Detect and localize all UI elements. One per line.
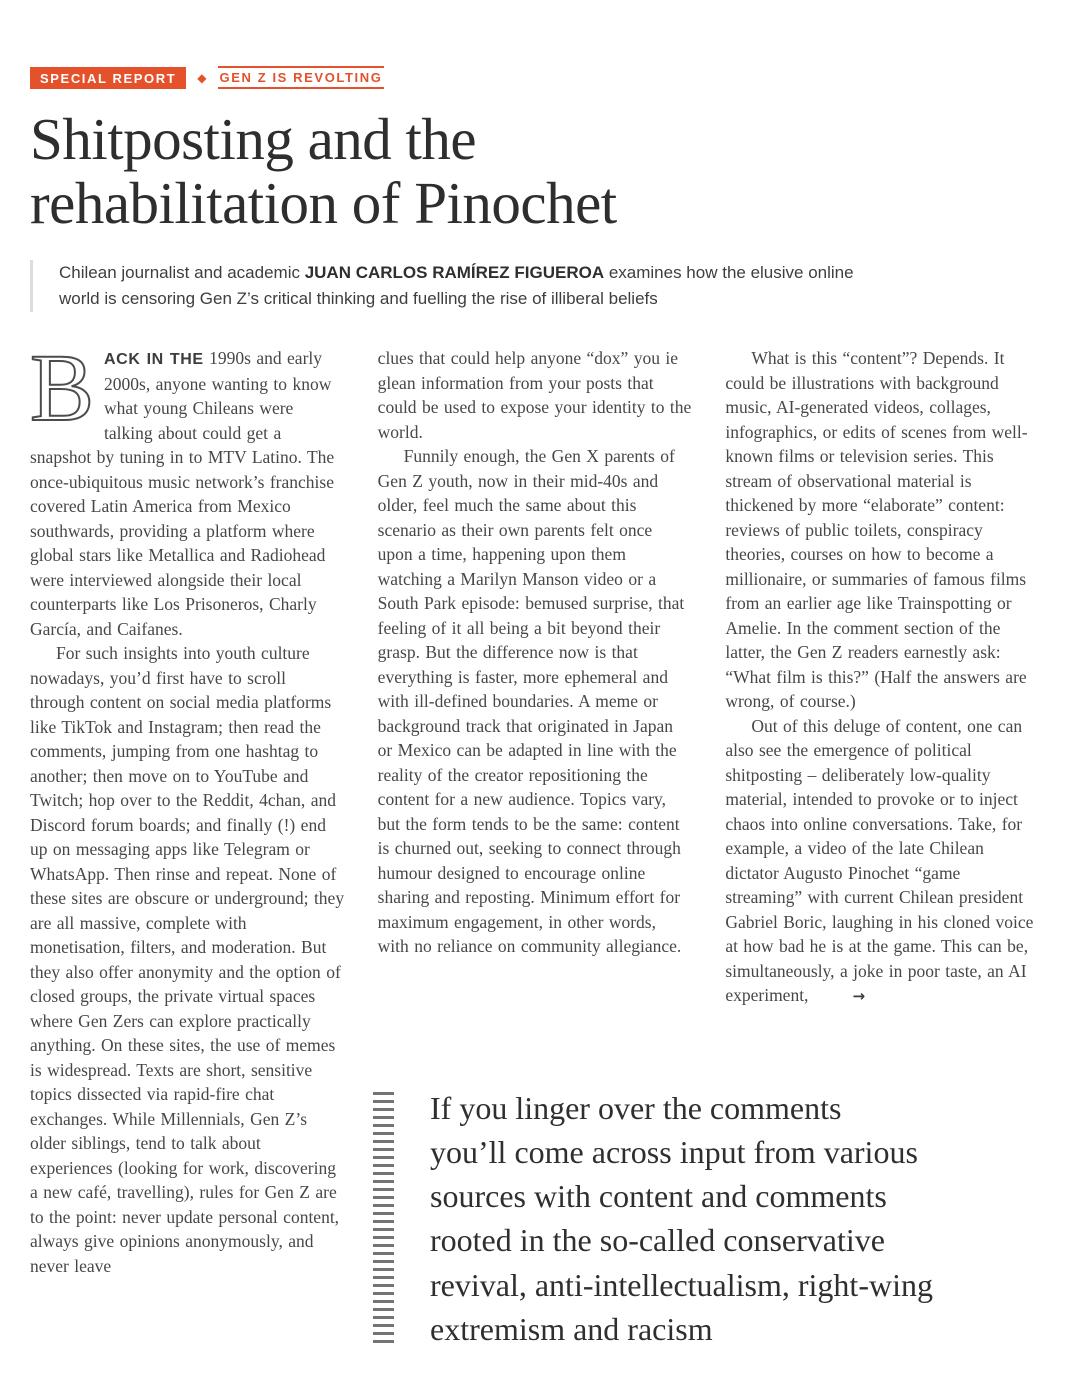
headline-line-1: Shitposting and the: [30, 106, 477, 172]
pull-quote-line: you’ll come across input from various: [430, 1134, 918, 1171]
drop-cap: B: [30, 334, 95, 442]
page-title: [30, 107, 1040, 236]
column-1: [30, 334, 345, 1338]
paragraph: [725, 714, 1040, 1008]
paragraph: clues that could help anyone “dox” you ie glean information from your posts that could be used to expose your identity to the world.: [377, 348, 692, 442]
paragraph: [30, 334, 345, 641]
article-header: [30, 66, 1040, 312]
lead-in: ACK IN THE: [104, 351, 204, 369]
paragraph: What is this “content”? Depends. It could be illustrations with background music, AI-generated videos, collages, infographics, or edits of scenes from well-known films or television series. This stream of observational material is thickened by more “elaborate” content: reviews of public toilets, conspiracy theories, courses on how to become a millionaire, or summaries of famous films from an earlier age like Trainspotting or Amelie. In the comment section of the latter, the Gen Z readers earnestly ask: “What film is this?” (Half the answers are wrong, of course.): [725, 348, 1028, 712]
kicker: [30, 66, 1040, 89]
special-report-badge: SPECIAL REPORT: [30, 67, 186, 89]
standfirst-text: Chilean journalist and academic: [59, 262, 305, 282]
diamond-icon: ◆: [197, 70, 207, 85]
pull-quote: [373, 1078, 1042, 1351]
pull-quote-line: rooted in the so-called conservative: [430, 1222, 885, 1259]
pull-quote-line: If you linger over the comments: [430, 1090, 842, 1126]
paragraph: For such insights into youth culture nowadays, you’d first have to scroll through content on social media platforms like TikTok and Instagram; then read the comments, jumping from one hashtag to another; then move on to YouTube and Twitch; hop over to the Reddit, 4chan, and Discord forum boards; and finally (!) end up on messaging apps like Telegram or WhatsApp. Then rinse and repeat. None of these sites are obscure or underground; they are all massive, complete with monetisation, filters, and moderation. But they also offer anonymity and the option of closed groups, the private virtual spaces where Gen Zers can explore practically anything. On these sites, the use of memes is widespread. Texts are short, sensitive topics dissected via rapid-fire chat exchanges. While Millennials, Gen Z’s older siblings, tend to talk about experiences (looking for work, discovering a new café, travelling), rules for Gen Z are to the point: never update personal content, always give opinions anonymously, and never leave: [30, 643, 345, 1276]
paragraph: Funnily enough, the Gen X parents of Gen Z youth, now in their mid-40s and older, feel much the same about this scenario as their own parents felt once upon a time, happening upon them watching a Marilyn Manson video or a South Park episode: bemused surprise, that feeling of it all being a bit beyond their grasp. But the difference now is that everything is faster, more ephemeral and with ill-defined boundaries. A meme or background track that originated in Japan or Mexico can be adapted in line with the reality of the creator repositioning the content for a new audience. Topics vary, but the form tends to be the same: content is churned out, seeking to connect through humour designed to encourage online sharing and reposting. Minimum effort for maximum engagement, in other words, with no reliance on community allegiance.: [377, 446, 685, 957]
headline-line-2: rehabilitation of Pinochet: [30, 170, 617, 237]
paragraph-text: 1990s and early 2000s, anyone wanting to know what young Chileans were talking about could get a snapshot by tuning in to MTV Latino. The once-ubiquitous music network’s franchise covered Latin America from Mexico southwards, providing a platform where global stars like Metallica and Radiohead were interviewed alongside their local counterparts like Los Prisoneros, Charly García, and Caifanes.: [30, 348, 335, 639]
pull-quote-line: extremism and racism: [430, 1310, 713, 1347]
pull-quote-line: sources with content and comments: [430, 1178, 887, 1215]
continuation-arrow-icon: →: [852, 987, 866, 1006]
standfirst: [30, 260, 859, 313]
pull-quote-text: [430, 1086, 933, 1351]
pull-quote-line: revival, anti-intellectualism, right-wing: [430, 1266, 933, 1303]
author-name: JUAN CARLOS RAMÍREZ FIGUEROA: [304, 262, 605, 282]
series-title: GEN Z IS REVOLTING: [218, 66, 385, 89]
paragraph-text: Out of this deluge of content, one can also see the emergence of political shitposting – deliberately low-quality material, intended to provoke or to inject chaos into online conversations. Take, for example, a video of the late Chilean dictator Augusto Pinochet “game streaming” with current Chilean president Gabriel Boric, laughing in his cloned voice at how bad he is at the game. This can be, simultaneously, a joke in poor taste, an AI experiment,: [725, 715, 1034, 1006]
pull-quote-bar: [373, 1092, 394, 1347]
standfirst-text: examines how the elusive online world is censoring Gen Z’s critical thinking and fuelling the rise of illiberal beliefs: [59, 262, 854, 308]
